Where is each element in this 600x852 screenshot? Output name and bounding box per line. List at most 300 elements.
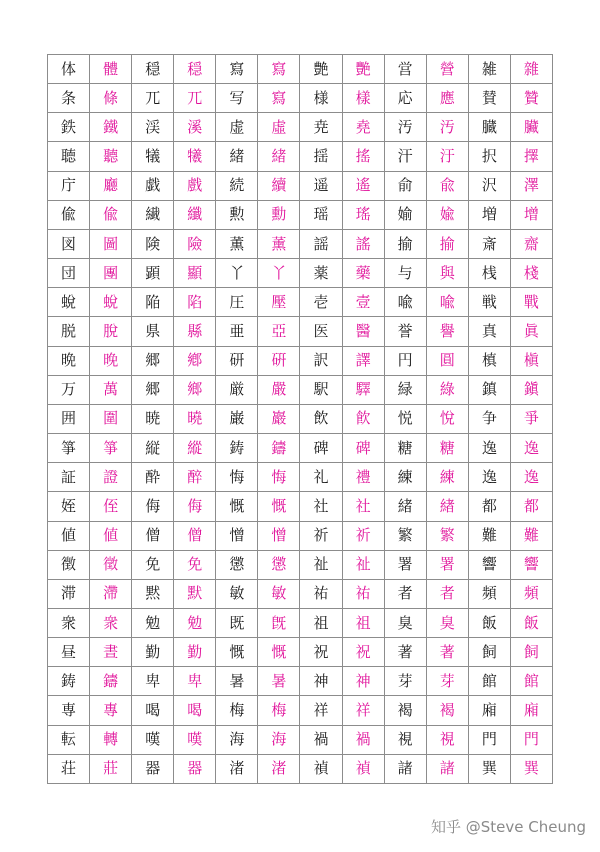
source-character-cell: 響 (468, 550, 510, 579)
source-character-cell: 応 (384, 84, 426, 113)
source-character-cell: 難 (468, 521, 510, 550)
source-character-cell: 薬 (300, 259, 342, 288)
source-character-cell: 卑 (132, 667, 174, 696)
source-character-cell: 練 (384, 463, 426, 492)
variant-character-cell: 視 (426, 725, 468, 754)
variant-character-cell: 勉 (174, 608, 216, 637)
variant-character-cell: 祥 (342, 696, 384, 725)
source-character-cell: 沢 (468, 171, 510, 200)
variant-character-cell: 醉 (174, 463, 216, 492)
table-row (48, 288, 553, 317)
source-character-cell: 禎 (300, 754, 342, 783)
source-character-cell: 汚 (384, 113, 426, 142)
variant-character-cell: 社 (342, 492, 384, 521)
variant-character-cell: 艷 (342, 55, 384, 84)
source-character-cell: 顕 (132, 259, 174, 288)
variant-character-cell: 莊 (90, 754, 132, 783)
variant-character-cell: 鐵 (90, 113, 132, 142)
variant-character-cell: 巖 (258, 404, 300, 433)
source-character-cell: 戦 (468, 288, 510, 317)
source-character-cell: 円 (384, 346, 426, 375)
source-character-cell: 鉄 (48, 113, 90, 142)
source-character-cell: 鋳 (48, 667, 90, 696)
source-character-cell: 囲 (48, 404, 90, 433)
variant-character-cell: 値 (90, 521, 132, 550)
variant-character-cell: 壓 (258, 288, 300, 317)
table-row (48, 404, 553, 433)
source-character-cell: 誉 (384, 317, 426, 346)
source-character-cell: 繁 (384, 521, 426, 550)
source-character-cell: 寫 (216, 55, 258, 84)
source-character-cell: 海 (216, 725, 258, 754)
source-character-cell: 免 (132, 550, 174, 579)
source-character-cell: 都 (468, 492, 510, 521)
source-character-cell: 巽 (468, 754, 510, 783)
table-row (48, 754, 553, 783)
variant-character-cell: 聽 (90, 142, 132, 171)
variant-character-cell: 敏 (258, 579, 300, 608)
variant-character-cell: 與 (426, 259, 468, 288)
source-character-cell: 喩 (384, 288, 426, 317)
source-character-cell: 証 (48, 463, 90, 492)
variant-character-cell: 藥 (342, 259, 384, 288)
variant-character-cell: 澤 (510, 171, 552, 200)
variant-character-cell: 卑 (174, 667, 216, 696)
source-character-cell: 碑 (300, 434, 342, 463)
table-row (48, 317, 553, 346)
source-character-cell: 逸 (468, 434, 510, 463)
source-character-cell: 遥 (300, 171, 342, 200)
variant-character-cell: 謠 (342, 229, 384, 258)
watermark-credit: 知乎 @Steve Cheung (430, 818, 586, 836)
variant-character-cell: 臟 (510, 113, 552, 142)
source-character-cell: 暁 (132, 404, 174, 433)
source-character-cell: 巌 (216, 404, 258, 433)
source-character-cell: 訳 (300, 346, 342, 375)
source-character-cell: 斎 (468, 229, 510, 258)
source-character-cell: 晩 (48, 346, 90, 375)
variant-character-cell: 虛 (258, 113, 300, 142)
table-row (48, 84, 553, 113)
source-character-cell: 県 (132, 317, 174, 346)
source-character-cell: 丫 (216, 259, 258, 288)
source-character-cell: 者 (384, 579, 426, 608)
source-character-cell: 揄 (384, 229, 426, 258)
table-row (48, 667, 553, 696)
variant-character-cell: 者 (426, 579, 468, 608)
variant-character-cell: 汚 (426, 113, 468, 142)
variant-character-cell: 祉 (342, 550, 384, 579)
source-character-cell: 脱 (48, 317, 90, 346)
source-character-cell: 悦 (384, 404, 426, 433)
table-row (48, 463, 553, 492)
character-table (47, 54, 553, 784)
variant-character-cell: 樣 (342, 84, 384, 113)
source-character-cell: 礼 (300, 463, 342, 492)
source-character-cell: 勲 (216, 200, 258, 229)
source-character-cell: 憎 (216, 521, 258, 550)
character-table-body (48, 55, 553, 784)
table-row (48, 579, 553, 608)
source-character-cell: 択 (468, 142, 510, 171)
variant-character-cell: 縱 (174, 434, 216, 463)
source-character-cell: 喝 (132, 696, 174, 725)
variant-character-cell: 脫 (90, 317, 132, 346)
variant-character-cell: 堯 (342, 113, 384, 142)
variant-character-cell: 飮 (342, 404, 384, 433)
source-character-cell: 研 (216, 346, 258, 375)
variant-character-cell: 體 (90, 55, 132, 84)
source-character-cell: 戯 (132, 171, 174, 200)
variant-character-cell: 營 (426, 55, 468, 84)
variant-character-cell: 汙 (426, 142, 468, 171)
source-character-cell: 視 (384, 725, 426, 754)
variant-character-cell: 轉 (90, 725, 132, 754)
source-character-cell: 器 (132, 754, 174, 783)
table-row (48, 550, 553, 579)
variant-character-cell: 臭 (426, 608, 468, 637)
variant-character-cell: 暑 (258, 667, 300, 696)
source-character-cell: 値 (48, 521, 90, 550)
source-character-cell: 祥 (300, 696, 342, 725)
source-character-cell: 穏 (132, 55, 174, 84)
variant-character-cell: 證 (90, 463, 132, 492)
variant-character-cell: 慨 (258, 492, 300, 521)
source-character-cell: 飲 (300, 404, 342, 433)
variant-character-cell: 應 (426, 84, 468, 113)
source-character-cell: 署 (384, 550, 426, 579)
variant-character-cell: 戲 (174, 171, 216, 200)
variant-character-cell: 僧 (174, 521, 216, 550)
source-character-cell: 険 (132, 229, 174, 258)
source-character-cell: 汗 (384, 142, 426, 171)
source-character-cell: 医 (300, 317, 342, 346)
variant-character-cell: 丫 (258, 259, 300, 288)
table-row (48, 113, 553, 142)
variant-character-cell: 條 (90, 84, 132, 113)
source-character-cell: 槙 (468, 346, 510, 375)
source-character-cell: 圧 (216, 288, 258, 317)
source-character-cell: 鎮 (468, 375, 510, 404)
source-character-cell: 嘆 (132, 725, 174, 754)
source-character-cell: 敏 (216, 579, 258, 608)
variant-character-cell: 練 (426, 463, 468, 492)
variant-character-cell: 悔 (258, 463, 300, 492)
source-character-cell: 雑 (468, 55, 510, 84)
source-character-cell: 悔 (216, 463, 258, 492)
source-character-cell: 黙 (132, 579, 174, 608)
variant-character-cell: 箏 (90, 434, 132, 463)
variant-character-cell: 偸 (90, 200, 132, 229)
source-character-cell: 緒 (216, 142, 258, 171)
variant-character-cell: 壹 (342, 288, 384, 317)
table-row (48, 608, 553, 637)
source-character-cell: 写 (216, 84, 258, 113)
variant-character-cell: 萬 (90, 375, 132, 404)
variant-character-cell: 專 (90, 696, 132, 725)
variant-character-cell: 門 (510, 725, 552, 754)
source-character-cell: 陥 (132, 288, 174, 317)
variant-character-cell: 禎 (342, 754, 384, 783)
variant-character-cell: 難 (510, 521, 552, 550)
variant-character-cell: 薰 (258, 229, 300, 258)
source-character-cell: 臭 (384, 608, 426, 637)
source-character-cell: 暑 (216, 667, 258, 696)
variant-character-cell: 梅 (258, 696, 300, 725)
source-character-cell: 禍 (300, 725, 342, 754)
variant-character-cell: 響 (510, 550, 552, 579)
variant-character-cell: 棧 (510, 259, 552, 288)
variant-character-cell: 逸 (510, 463, 552, 492)
table-row (48, 434, 553, 463)
variant-character-cell: 緖 (426, 492, 468, 521)
table-row (48, 259, 553, 288)
variant-character-cell: 繁 (426, 521, 468, 550)
variant-character-cell: 寫 (258, 84, 300, 113)
variant-character-cell: 祝 (342, 638, 384, 667)
table-row (48, 375, 553, 404)
source-character-cell: 団 (48, 259, 90, 288)
source-character-cell: 真 (468, 317, 510, 346)
source-character-cell: 祈 (300, 521, 342, 550)
source-character-cell: 館 (468, 667, 510, 696)
source-character-cell: 神 (300, 667, 342, 696)
source-character-cell: 尭 (300, 113, 342, 142)
source-character-cell: 図 (48, 229, 90, 258)
source-character-cell: 姪 (48, 492, 90, 521)
table-row (48, 200, 553, 229)
variant-character-cell: 廂 (510, 696, 552, 725)
table-row (48, 142, 553, 171)
variant-character-cell: 鑄 (90, 667, 132, 696)
variant-character-cell: 驛 (342, 375, 384, 404)
source-character-cell: 祝 (300, 638, 342, 667)
table-row (48, 696, 553, 725)
variant-character-cell: 署 (426, 550, 468, 579)
source-character-cell: 昼 (48, 638, 90, 667)
variant-character-cell: 逸 (510, 434, 552, 463)
variant-character-cell: 瑤 (342, 200, 384, 229)
variant-character-cell: 搖 (342, 142, 384, 171)
variant-character-cell: 犧 (174, 142, 216, 171)
source-character-cell: 著 (384, 638, 426, 667)
variant-character-cell: 槇 (510, 346, 552, 375)
table-row (48, 171, 553, 200)
variant-character-cell: 亞 (258, 317, 300, 346)
variant-character-cell: 頻 (510, 579, 552, 608)
variant-character-cell: 祈 (342, 521, 384, 550)
table-row (48, 725, 553, 754)
variant-character-cell: 顯 (174, 259, 216, 288)
variant-character-cell: 禮 (342, 463, 384, 492)
source-character-cell: 頻 (468, 579, 510, 608)
source-character-cell: 諸 (384, 754, 426, 783)
variant-character-cell: 飯 (510, 608, 552, 637)
source-character-cell: 揺 (300, 142, 342, 171)
variant-character-cell: 曉 (174, 404, 216, 433)
source-character-cell: 臓 (468, 113, 510, 142)
variant-character-cell: 纖 (174, 200, 216, 229)
variant-character-cell: 續 (258, 171, 300, 200)
variant-character-cell: 糖 (426, 434, 468, 463)
variant-character-cell: 嘆 (174, 725, 216, 754)
variant-character-cell: 譯 (342, 346, 384, 375)
source-character-cell: 瑶 (300, 200, 342, 229)
source-character-cell: 条 (48, 84, 90, 113)
variant-character-cell: 侮 (174, 492, 216, 521)
variant-character-cell: 兀 (174, 84, 216, 113)
source-character-cell: 鋳 (216, 434, 258, 463)
source-character-cell: 偸 (48, 200, 90, 229)
source-character-cell: 飯 (468, 608, 510, 637)
variant-character-cell: 譽 (426, 317, 468, 346)
source-character-cell: 増 (468, 200, 510, 229)
variant-character-cell: 廳 (90, 171, 132, 200)
source-character-cell: 謡 (300, 229, 342, 258)
source-character-cell: 厳 (216, 375, 258, 404)
variant-character-cell: 喩 (426, 288, 468, 317)
source-character-cell: 繊 (132, 200, 174, 229)
variant-character-cell: 著 (426, 638, 468, 667)
source-character-cell: 亜 (216, 317, 258, 346)
variant-character-cell: 齋 (510, 229, 552, 258)
table-row (48, 229, 553, 258)
source-character-cell: 箏 (48, 434, 90, 463)
variant-character-cell: 醫 (342, 317, 384, 346)
variant-character-cell: 嚴 (258, 375, 300, 404)
variant-character-cell: 海 (258, 725, 300, 754)
source-character-cell: 争 (468, 404, 510, 433)
variant-character-cell: 硏 (258, 346, 300, 375)
source-character-cell: 褐 (384, 696, 426, 725)
variant-character-cell: 縣 (174, 317, 216, 346)
source-character-cell: 緒 (384, 492, 426, 521)
source-character-cell: 虚 (216, 113, 258, 142)
table-row (48, 638, 553, 667)
source-character-cell: 薫 (216, 229, 258, 258)
variant-character-cell: 戰 (510, 288, 552, 317)
variant-character-cell: 免 (174, 550, 216, 579)
variant-character-cell: 圓 (426, 346, 468, 375)
source-character-cell: 飼 (468, 638, 510, 667)
source-character-cell: 既 (216, 608, 258, 637)
variant-character-cell: 婾 (426, 200, 468, 229)
variant-character-cell: 圍 (90, 404, 132, 433)
source-character-cell: 万 (48, 375, 90, 404)
source-character-cell: 徴 (48, 550, 90, 579)
variant-character-cell: 鄉 (174, 375, 216, 404)
variant-character-cell: 喝 (174, 696, 216, 725)
variant-character-cell: 禍 (342, 725, 384, 754)
variant-character-cell: 鑄 (258, 434, 300, 463)
source-character-cell: 賛 (468, 84, 510, 113)
variant-character-cell: 飼 (510, 638, 552, 667)
source-character-cell: 続 (216, 171, 258, 200)
source-character-cell: 営 (384, 55, 426, 84)
variant-character-cell: 險 (174, 229, 216, 258)
source-character-cell: 勤 (132, 638, 174, 667)
variant-character-cell: 鄕 (174, 346, 216, 375)
variant-character-cell: 雜 (510, 55, 552, 84)
source-character-cell: 媮 (384, 200, 426, 229)
source-character-cell: 梅 (216, 696, 258, 725)
source-character-cell: 犠 (132, 142, 174, 171)
variant-character-cell: 碑 (342, 434, 384, 463)
variant-character-cell: 贊 (510, 84, 552, 113)
source-character-cell: 酔 (132, 463, 174, 492)
source-character-cell: 桟 (468, 259, 510, 288)
variant-character-cell: 芽 (426, 667, 468, 696)
variant-character-cell: 增 (510, 200, 552, 229)
variant-character-cell: 陷 (174, 288, 216, 317)
variant-character-cell: 衆 (90, 608, 132, 637)
variant-character-cell: 渚 (258, 754, 300, 783)
source-character-cell: 聴 (48, 142, 90, 171)
variant-character-cell: 勳 (258, 200, 300, 229)
source-character-cell: 渚 (216, 754, 258, 783)
source-character-cell: 慨 (216, 638, 258, 667)
variant-character-cell: 綠 (426, 375, 468, 404)
source-character-cell: 転 (48, 725, 90, 754)
source-character-cell: 様 (300, 84, 342, 113)
variant-character-cell: 滯 (90, 579, 132, 608)
variant-character-cell: 巽 (510, 754, 552, 783)
variant-character-cell: 侄 (90, 492, 132, 521)
source-character-cell: 懲 (216, 550, 258, 579)
source-character-cell: 社 (300, 492, 342, 521)
variant-character-cell: 都 (510, 492, 552, 521)
variant-character-cell: 遙 (342, 171, 384, 200)
variant-character-cell: 眞 (510, 317, 552, 346)
table-row (48, 346, 553, 375)
source-character-cell: 庁 (48, 171, 90, 200)
source-character-cell: 緑 (384, 375, 426, 404)
variant-character-cell: 祐 (342, 579, 384, 608)
variant-character-cell: 晚 (90, 346, 132, 375)
source-character-cell: 芽 (384, 667, 426, 696)
table-row (48, 55, 553, 84)
source-character-cell: 廂 (468, 696, 510, 725)
source-character-cell: 僧 (132, 521, 174, 550)
source-character-cell: 糖 (384, 434, 426, 463)
source-character-cell: 壱 (300, 288, 342, 317)
source-character-cell: 駅 (300, 375, 342, 404)
source-character-cell: 郷 (132, 375, 174, 404)
variant-character-cell: 慨 (258, 638, 300, 667)
variant-character-cell: 勤 (174, 638, 216, 667)
variant-character-cell: 憎 (258, 521, 300, 550)
variant-character-cell: 褐 (426, 696, 468, 725)
source-character-cell: 艶 (300, 55, 342, 84)
variant-character-cell: 爭 (510, 404, 552, 433)
source-character-cell: 与 (384, 259, 426, 288)
source-character-cell: 専 (48, 696, 90, 725)
source-character-cell: 渓 (132, 113, 174, 142)
source-character-cell: 郷 (132, 346, 174, 375)
source-character-cell: 体 (48, 55, 90, 84)
variant-character-cell: 寫 (258, 55, 300, 84)
variant-character-cell: 祖 (342, 608, 384, 637)
variant-character-cell: 團 (90, 259, 132, 288)
variant-character-cell: 揄 (426, 229, 468, 258)
variant-character-cell: 圖 (90, 229, 132, 258)
variant-character-cell: 鎭 (510, 375, 552, 404)
variant-character-cell: 諸 (426, 754, 468, 783)
source-character-cell: 侮 (132, 492, 174, 521)
source-character-cell: 勉 (132, 608, 174, 637)
variant-character-cell: 館 (510, 667, 552, 696)
source-character-cell: 祖 (300, 608, 342, 637)
